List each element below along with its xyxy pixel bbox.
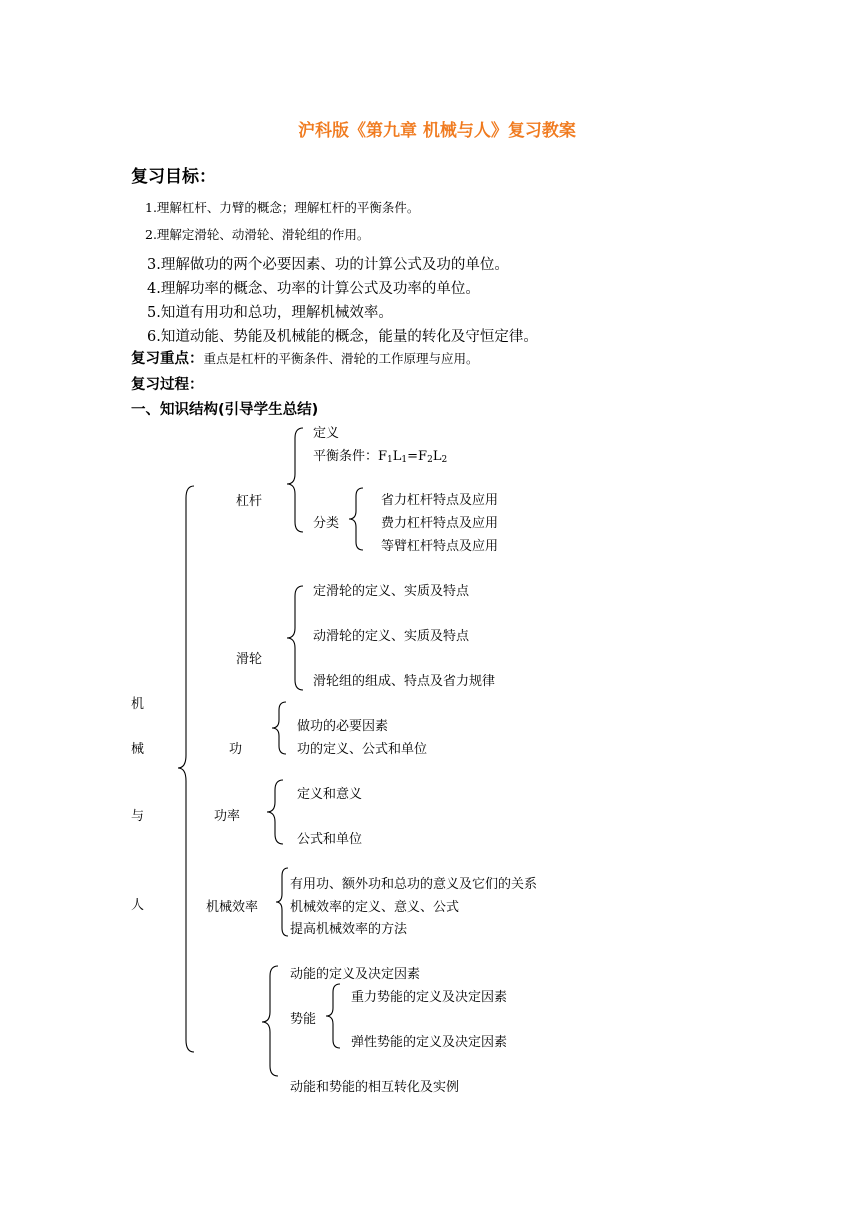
page-title: 沪科版《第九章 机械与人》复习教案 xyxy=(298,121,576,141)
energy-conversion: 动能和势能的相互转化及实例 xyxy=(290,1080,460,1095)
energy-kinetic: 动能的定义及决定因素 xyxy=(290,967,421,982)
lever-balance-sub4: 2 xyxy=(441,455,448,465)
work-label: 功 xyxy=(229,742,243,757)
lever-type-1: 省力杠杆特点及应用 xyxy=(381,493,499,508)
goal-item-5: 5.知道有用功和总功，理解机械效率。 xyxy=(147,305,393,321)
efficiency-item-1: 有用功、额外功和总功的意义及它们的关系 xyxy=(290,877,538,892)
goal-item-2: 2.理解定滑轮、动滑轮、滑轮组的作用。 xyxy=(145,227,370,242)
lever-class-brace xyxy=(349,488,363,550)
power-label: 功率 xyxy=(214,809,241,824)
pulley-item-2: 动滑轮的定义、实质及特点 xyxy=(313,629,470,644)
root-char-2: 械 xyxy=(131,742,145,757)
energy-brace xyxy=(262,966,278,1076)
key-points-heading: 复习重点： xyxy=(131,351,204,367)
root-brace xyxy=(178,486,194,1052)
goal-item-3: 3.理解做功的两个必要因素、功的计算公式及功的单位。 xyxy=(147,257,509,273)
lever-balance-eq: =F xyxy=(407,449,428,464)
efficiency-brace xyxy=(276,868,288,936)
goals-heading: 复习目标： xyxy=(131,167,216,187)
goal-item-6: 6.知道动能、势能及机械能的概念，能量的转化及守恒定律。 xyxy=(147,329,538,345)
lever-balance-prefix: 平衡条件： xyxy=(313,449,379,464)
lever-brace xyxy=(287,428,303,532)
pulley-label: 滑轮 xyxy=(236,652,263,667)
root-char-3: 与 xyxy=(131,809,145,824)
section-heading-knowledge-structure: 一、知识结构(引导学生总结) xyxy=(131,402,319,418)
lever-classification: 分类 xyxy=(313,516,340,531)
lever-balance-sub2: 1 xyxy=(401,455,408,465)
pulley-brace xyxy=(287,586,303,690)
power-brace xyxy=(267,780,283,844)
process-heading: 复习过程： xyxy=(131,377,204,393)
lever-type-2: 费力杠杆特点及应用 xyxy=(381,516,499,531)
efficiency-label: 机械效率 xyxy=(206,900,259,915)
lever-balance-f1: F xyxy=(378,449,388,464)
pulley-item-3: 滑轮组的组成、特点及省力规律 xyxy=(313,674,496,689)
lever-balance-sub3: 2 xyxy=(427,455,433,465)
work-brace xyxy=(272,702,286,754)
goal-item-1: 1.理解杠杆、力臂的概念；理解杠杆的平衡条件。 xyxy=(145,200,420,215)
root-char-4: 人 xyxy=(131,898,145,913)
lever-definition: 定义 xyxy=(313,426,340,441)
lever-type-3: 等臂杠杆特点及应用 xyxy=(381,539,499,554)
key-points-text: 重点是杠杆的平衡条件、滑轮的工作原理与应用。 xyxy=(203,351,479,366)
lever-balance-condition xyxy=(313,445,447,465)
lever-balance-l1: L xyxy=(392,449,402,464)
pulley-item-1: 定滑轮的定义、实质及特点 xyxy=(313,584,470,599)
work-item-1: 做功的必要因素 xyxy=(297,719,389,734)
lever-balance-sub1: 1 xyxy=(387,455,393,465)
root-char-1: 机 xyxy=(131,697,145,712)
efficiency-item-3: 提高机械效率的方法 xyxy=(290,922,408,937)
potential-brace xyxy=(326,984,340,1048)
goal-item-4: 4.理解功率的概念、功率的计算公式及功率的单位。 xyxy=(147,281,480,297)
energy-potential-item-1: 重力势能的定义及决定因素 xyxy=(351,990,508,1005)
work-item-2: 功的定义、公式和单位 xyxy=(297,742,428,757)
energy-potential-item-2: 弹性势能的定义及决定因素 xyxy=(351,1035,508,1050)
lever-balance-l2: L xyxy=(432,449,442,464)
efficiency-item-2: 机械效率的定义、意义、公式 xyxy=(290,900,460,915)
lever-label: 杠杆 xyxy=(236,494,263,509)
power-item-1: 定义和意义 xyxy=(297,787,363,802)
power-item-2: 公式和单位 xyxy=(297,832,363,847)
energy-potential-label: 势能 xyxy=(290,1012,317,1027)
